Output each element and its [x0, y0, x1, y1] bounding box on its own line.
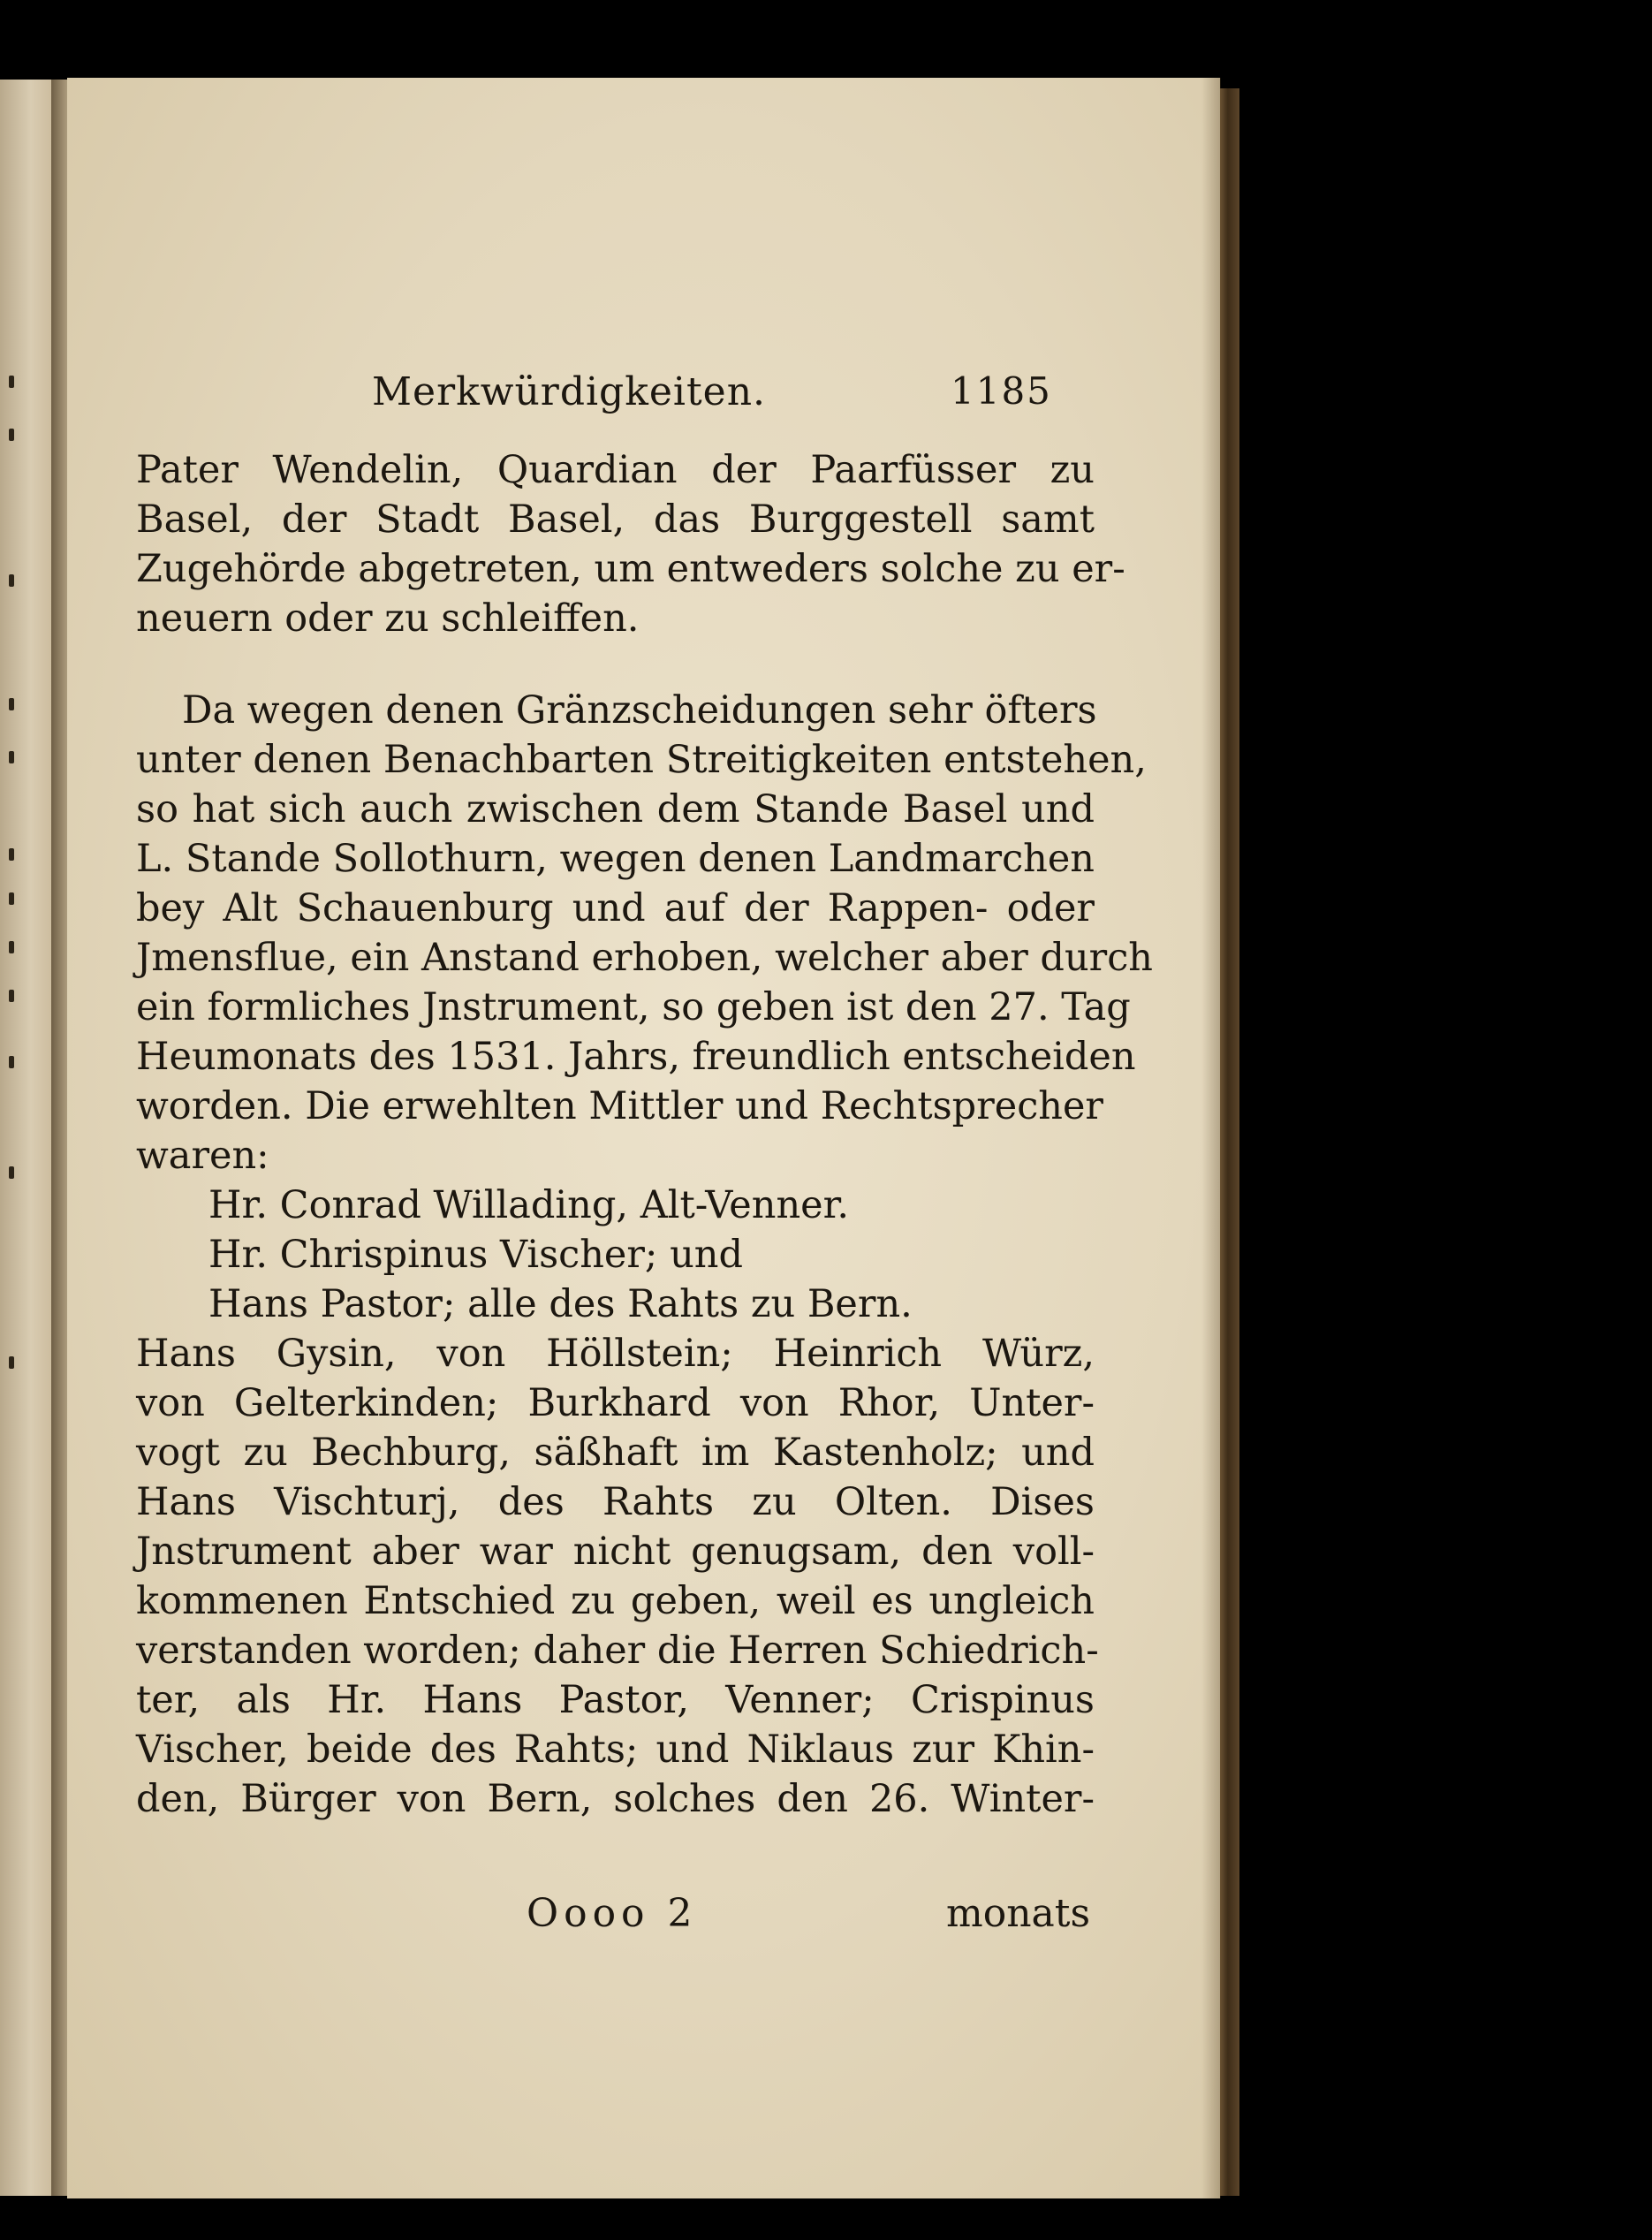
text-line: so hat sich auch zwischen dem Stande Basel und [136, 787, 1095, 831]
page-edge-shadow [1201, 78, 1221, 2198]
text-line: von Gelterkinden; Burkhard von Rhor, Unter- [136, 1381, 1095, 1425]
text-line: Vischer, beide des Rahts; und Niklaus zur Khin- [136, 1727, 1095, 1772]
text-line: Basel, der Stadt Basel, das Burggestell samt [136, 497, 1095, 542]
text-line: Da wegen denen Gränzscheidungen sehr öfters [182, 688, 1097, 733]
book-cover-edge [1220, 88, 1239, 2196]
text-fragment [9, 698, 14, 710]
text-line: ter, als Hr. Hans Pastor, Venner; Crispinus [136, 1678, 1095, 1722]
text-fragment [9, 1056, 14, 1068]
book-page [67, 78, 1220, 2198]
text-line: den, Bürger von Bern, solches den 26. Winter- [136, 1777, 1095, 1821]
text-line: Jnstrument aber war nicht genugsam, den voll- [136, 1530, 1095, 1574]
text-line: ein formliches Jnstrument, so geben ist den 27. Tag [136, 985, 1131, 1029]
text-fragment [9, 574, 14, 587]
text-fragment [9, 941, 14, 953]
text-line: verstanden worden; daher die Herren Schiedrich- [136, 1629, 1099, 1673]
text-line: Hans Vischturj, des Rahts zu Olten. Dises [136, 1480, 1095, 1524]
text-line: Heumonats des 1531. Jahrs, freundlich entscheiden [136, 1035, 1136, 1079]
signature-mark: Oooo 2 [527, 1891, 698, 1936]
text-line: Hr. Conrad Willading, Alt-Venner. [208, 1183, 850, 1227]
text-line: Hans Gysin, von Höllstein; Heinrich Würz, [136, 1332, 1095, 1376]
text-fragment [9, 751, 14, 763]
text-fragment [9, 1356, 14, 1369]
text-line: Pater Wendelin, Quardian der Paarfüsser zu [136, 448, 1095, 492]
running-header: Merkwürdigkeiten. [372, 369, 767, 414]
text-line: bey Alt Schauenburg und auf der Rappen- oder [136, 886, 1095, 930]
text-line: kommenen Entschied zu geben, weil es ungleich [136, 1579, 1095, 1623]
book-gutter [51, 80, 69, 2196]
text-fragment [9, 990, 14, 1002]
text-line: unter denen Benachbarten Streitigkeiten entstehen, [136, 738, 1147, 782]
text-fragment [9, 1166, 14, 1179]
text-line: Hr. Chrispinus Vischer; und [208, 1233, 744, 1277]
previous-page-edge [0, 80, 54, 2196]
text-fragment [9, 892, 14, 905]
text-line: Hans Pastor; alle des Rahts zu Bern. [208, 1282, 913, 1326]
page-text [67, 78, 1220, 2198]
text-line: L. Stande Sollothurn, wegen denen Landmarchen [136, 837, 1095, 881]
text-line: vogt zu Bechburg, säßhaft im Kastenholz; und [136, 1431, 1095, 1475]
page-number: 1185 [951, 369, 1052, 413]
catchword: monats [946, 1891, 1091, 1936]
text-line: worden. Die erwehlten Mittler und Rechtsprecher [136, 1084, 1103, 1128]
text-line: Jmensflue, ein Anstand erhoben, welcher aber durch [136, 936, 1153, 980]
text-fragment [9, 429, 14, 441]
text-line: waren: [136, 1134, 269, 1178]
text-fragment [9, 848, 14, 861]
text-line: Zugehörde abgetreten, um entweders solche zu er- [136, 547, 1125, 591]
text-line: neuern oder zu schleiffen. [136, 596, 640, 641]
text-fragment [9, 376, 14, 388]
